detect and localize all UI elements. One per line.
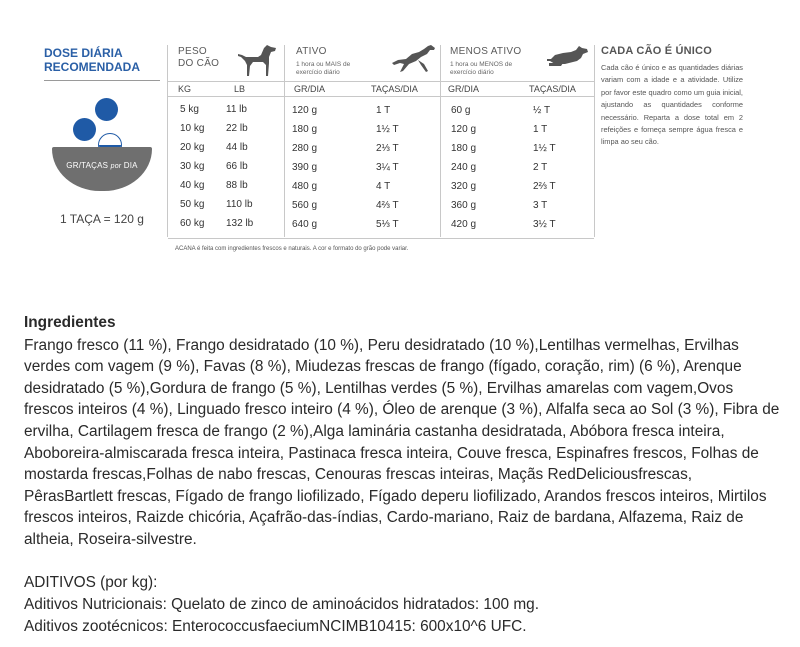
divider [285,81,440,82]
active-subheader: 1 hora ou MAIS de exercício diário [296,61,351,76]
ingredients-text: Frango fresco (11 %), Frango desidratado (10 %), Peru desidratado (10 %),Lentilhas vermelhas, Ervilhas verdes com vagem (9 %), Favas (8 %), Miudezas frescas de frango (fígado, coração, rim) (6 %), Arenque desidratado (5 %),Gordura de frango (5 %), Lentilhas verdes (5 %), Ervilhas amarelas com vagem,Ovos frescos inteiros (4 %), Linguado fresco inteiro (4 %), Óleo de arenque (3 %), Alfalfa seca ao Sol (3 %), Fibra de ervilha, Cartilagem fresca de frango (2 %),Alga laminária castanha desidratada, Abóbora fresca inteira, Aboboreira-almiscarada fresca inteira, Pastinaca fresca inteira, Couve fresca, Espinafres frescos, Folhas de mostarda frescas,Folhas de nabo frescas, Cenouras frescas inteiras, Maçãs RedDeliciousfrescas, PêrasBartlett frescas, Fígado de frango liofilizado, Fígado deperu liofilizado, Arandos frescos inteiros, Mirtilos frescos inteiros, Raizde chicória, Açafrão-das-índias, Cardo-mariano, Raiz de bardana, Alfazema, Raiz de altheia, Roseira-silvestre. [24,336,780,548]
additives-nutritional: Aditivos Nutricionais: Quelato de zinco de aminoácidos hidratados: 100 mg. [24,595,540,613]
divider [168,96,594,97]
additives-title: ADITIVOS (por kg): [24,574,158,591]
weight-header: PESO DO CÃO [178,46,220,69]
unique-text: Cada cão é único e as quantidades diárias variam com a idade e a atividade. Utilize por favor este quadro como um guia inicial, ajustando as quantidades conforme necessário. Reparta a dose total em 2 refeições e forneça sempre água fresca e limpa ao seu cão. [601,63,743,147]
less-active-header: MENOS ATIVO [450,46,522,57]
divider [441,81,594,82]
standing-dog-icon [234,44,278,78]
divider [594,45,595,237]
bowl-illustration [52,95,152,195]
running-dog-icon [392,44,436,74]
feeding-guide: DOSE DIÁRIA RECOMENDADA GR/TAÇAS por DIA 1 TAÇA = 120 g PESO DO CÃO ATIVO 1 hora ou MAIS de exercício diário MENOS ATIVO 1 hora ou MENOS de exercício diário KG LB GR/DIA TAÇAS/DIA GR/DIA TAÇAS/DIA 5 kg 11 lb 120 g 1 T 60 g ½ T 10 kg 22 lb 180 g 1½ T 120 g 1 T 20 kg 44 lb 280 g 2⅓ T 180 g 1½ T 30 kg 66 lb 390 g 3¼ T 240 g 2 T 40 kg 88 lb 480 g 4 T 320 g 2⅔ T 50 kg 110 lb 560 g 4⅔ T 360 g 3 T 60 kg 132 lb 640 g 5⅓ T 420 g 3½ T ACANA é feita com ingredientes frescos e naturais. A cor e formato do grão pode variar. CADA CÃO É ÚNICO Cada cão é único e as quantidades diárias variam com a idade e a atividade. Utilize por favor este quadro como um guia inicial, ajustando as quantidades conforme necessário. Reparta a dose total em 2 refeições e forneça sempre água fresca e limpa ao seu cão. [44,45,743,252]
col-active-gr-day: GR/DIA [294,84,326,94]
ingredients-heading: Ingredientes [24,314,116,331]
additives-section [24,572,784,637]
active-header: ATIVO [296,46,327,57]
col-kg: KG [178,84,192,94]
ingredients-section [24,312,784,551]
divider [440,45,441,237]
col-lb: LB [234,84,246,94]
resting-dog-icon [545,44,589,70]
unique-title: CADA CÃO É ÚNICO [601,45,712,57]
kibble-icon [73,118,96,141]
bowl-icon [52,147,152,191]
less-active-subheader: 1 hora ou MENOS de exercício diário [450,61,513,76]
cup-equivalence: 1 TAÇA = 120 g [60,212,144,226]
col-less-cups-day: TAÇAS/DIA [529,84,576,94]
bowl-label: GR/TAÇAS por DIA [66,161,138,170]
divider [167,45,168,237]
additives-zootechnical: Aditivos zootécnicos: EnterococcusfaeciumNCIMB10415: 600x10^6 UFC. [24,617,527,635]
col-active-cups-day: TAÇAS/DIA [371,84,418,94]
divider [168,81,284,82]
dose-title: DOSE DIÁRIA RECOMENDADA [44,46,140,74]
kibble-icon [95,98,118,121]
divider [284,45,285,237]
col-less-gr-day: GR/DIA [448,84,480,94]
footnote: ACANA é feita com ingredientes frescos e naturais. A cor e formato do grão pode variar. [175,246,409,252]
divider [168,238,594,239]
divider [44,80,160,81]
